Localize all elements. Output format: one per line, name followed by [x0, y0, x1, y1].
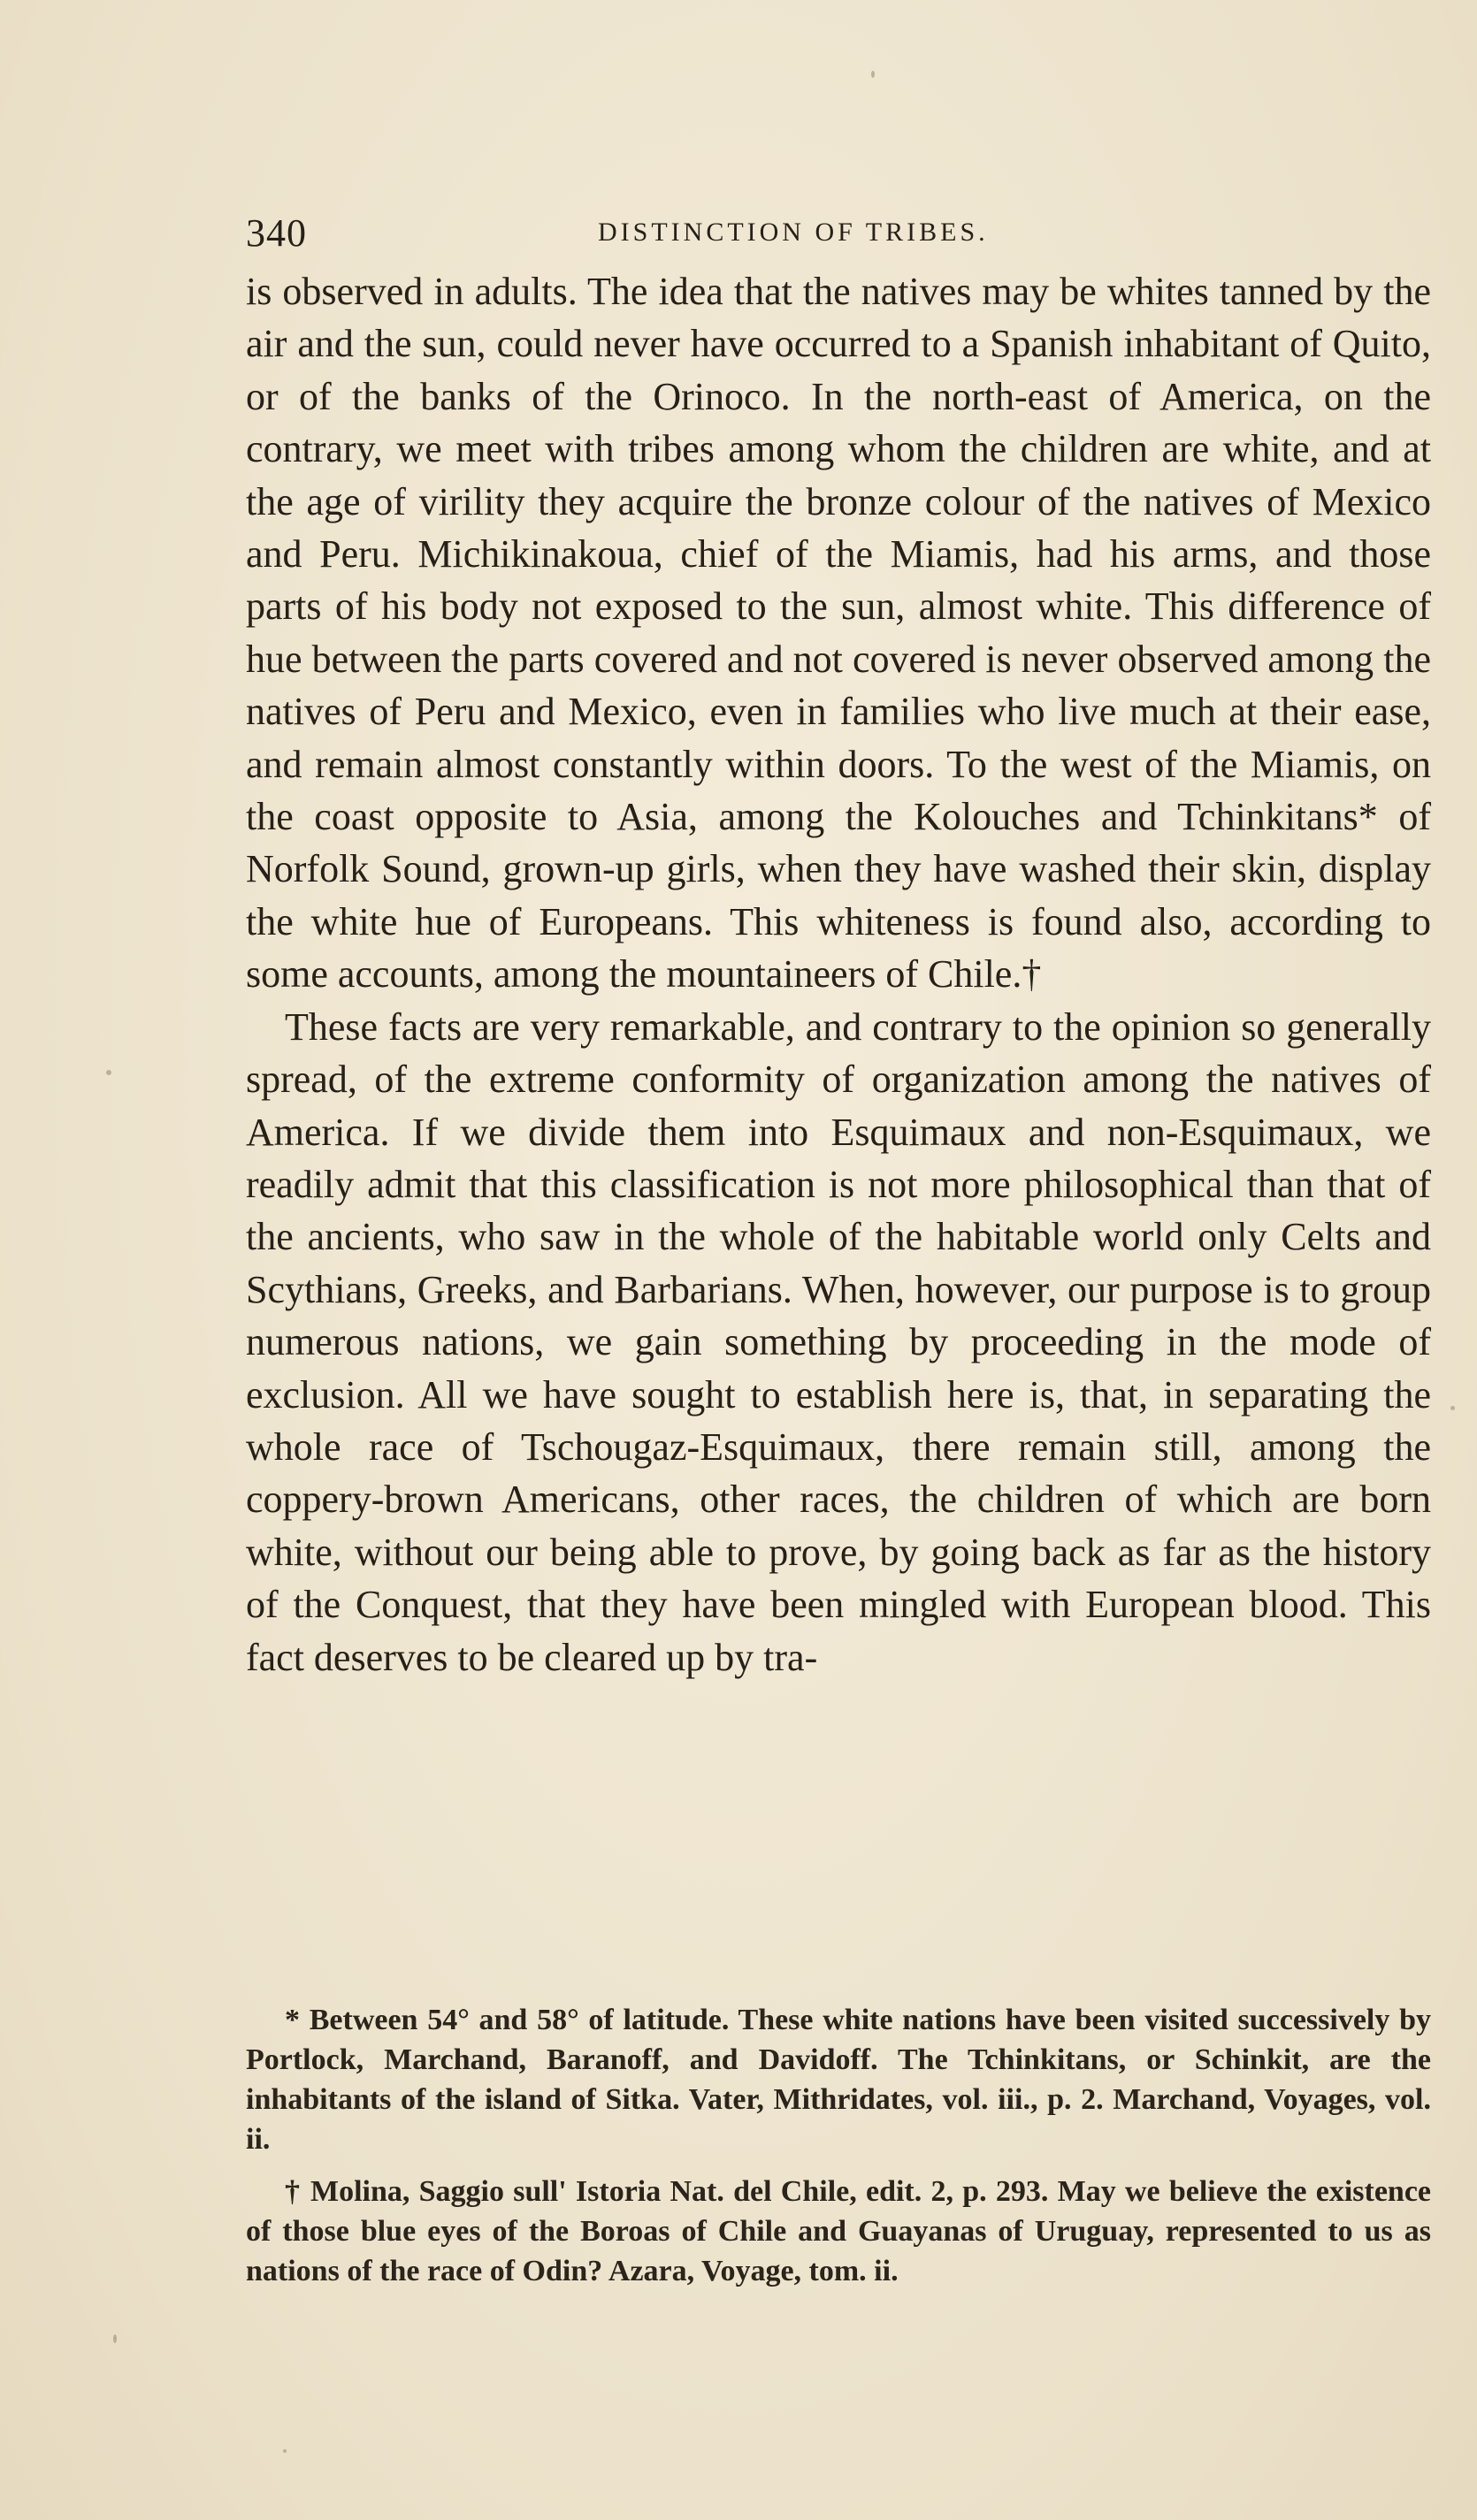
paper-speck: [1450, 1406, 1455, 1410]
paragraph: These facts are very remarkable, and contrary to the opinion so generally spread, of the extreme conformity of organization among the natives of America. If we divide them into Esquimaux and non-Esquimaux, we readily admit that this classification is not more philosophical than that of the ancients, who saw in the whole of the habitable world only Celts and Scythians, Greeks, and Barbarians. When, however, our purpose is to group numerous nations, we gain something by proceeding in the mode of exclusion. All we have sought to establish here is, that, in separating the whole race of Tschougaz-Esquimaux, there remain still, among the coppery-brown Americans, other races, the children of which are born white, without our being able to prove, by going back as far as the history of the Conquest, that they have been mingled with European blood. This fact deserves to be cleared up by tra-: [246, 1004, 1431, 1679]
footnotes: [246, 2000, 1431, 2303]
footnote-dagger: † Molina, Saggio sull' Istoria Nat. del Chile, edit. 2, p. 293. May we believe the existence of those blue eyes of the Boroas of Chile and Guayanas of Uruguay, represented to us as nations of the race of Odin? Azara, Voyage, tom. ii.: [246, 2175, 1431, 2287]
paper-speck: [871, 71, 875, 78]
running-head: [246, 210, 1431, 263]
paper-speck: [106, 1070, 111, 1075]
page-number: 340: [246, 211, 307, 255]
main-text: [246, 265, 1431, 1684]
paper-speck: [113, 2334, 117, 2343]
footnote-asterisk: * Between 54° and 58° of latitude. These white nations have been visited successively by Portlock, Marchand, Baranoff, and Davidoff. The Tchinkitans, or Schinkit, are the inhabitants of the island of Sitka. Vater, Mithridates, vol. iii., p. 2. Marchand, Voyages, vol. ii.: [246, 2004, 1431, 2156]
running-title: DISTINCTION OF TRIBES.: [598, 218, 989, 247]
paper-speck: [283, 2449, 287, 2453]
paragraph-continued: is observed in adults. The idea that the natives may be whites tanned by the air and the sun, could never have occurred to a Spanish inhabitant of Quito, or of the banks of the Orinoco. In the north-east of America, on the contrary, we meet with tribes among whom the children are white, and at the age of virility they acquire the bronze colour of the natives of Mexico and Peru. Michikinakoua, chief of the Miamis, had his arms, and those parts of his body not exposed to the sun, almost white. This difference of hue between the parts covered and not covered is never observed among the natives of Peru and Mexico, even in families who live much at their ease, and remain almost constantly within doors. To the west of the Miamis, on the coast opposite to Asia, among the Kolouches and Tchinkitans* of Norfolk Sound, grown-up girls, when they have washed their skin, display the white hue of Europeans. This whiteness is found also, according to some accounts, among the mountaineers of Chile.†: [246, 270, 1431, 997]
